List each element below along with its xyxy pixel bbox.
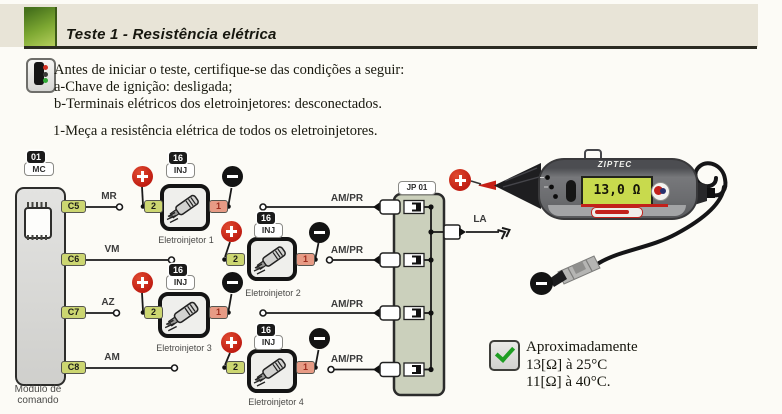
- injector3-tag-number: 16: [169, 264, 187, 276]
- injector4-tag-code: INJ: [254, 335, 283, 350]
- result-heading: Aproximadamente: [526, 339, 638, 355]
- injector4-pin2: 2: [226, 361, 245, 374]
- module-pin-c6: C6: [61, 253, 86, 266]
- injector1-box: [160, 184, 210, 231]
- minus-icon: [222, 272, 243, 293]
- injector-icon: [251, 241, 293, 277]
- notice-item-b: b-Terminais elétricos dos eletroinjetores: desconectados.: [54, 96, 382, 112]
- injector2-tag-number: 16: [257, 212, 275, 224]
- injector3-pin1: 1: [209, 306, 228, 319]
- injector4-tag-number: 16: [257, 324, 275, 336]
- injector1-tag-code: INJ: [166, 163, 195, 178]
- meter-mode-switch: [566, 180, 576, 202]
- injector3-pin2: 2: [144, 306, 163, 319]
- harness-label-1: AM/PR: [330, 193, 364, 204]
- wire-label-mr: MR: [101, 191, 117, 202]
- output-wire-label: LA: [473, 214, 487, 225]
- wire-label-vm: VM: [104, 244, 120, 255]
- injector4-box: [247, 349, 297, 393]
- wire-label-am: AM: [104, 352, 120, 363]
- minus-icon: [309, 328, 330, 349]
- injector-icon: [164, 188, 206, 227]
- meter-display: 13,0 Ω: [581, 176, 653, 207]
- injector4-label: Eletroinjetor 4: [248, 397, 304, 407]
- notice-step1: 1-Meça a resistência elétrica de todos os eletroinjetores.: [53, 123, 378, 139]
- notice-intro: Antes de iniciar o teste, certifique-se das condições a seguir:: [54, 62, 405, 78]
- module-tag-number: 01: [27, 151, 45, 163]
- module-pin-c7: C7: [61, 306, 86, 319]
- module-label: Módulo de comando: [14, 384, 62, 406]
- harness-label-4: AM/PR: [330, 354, 364, 365]
- injector2-tag-code: INJ: [254, 223, 283, 238]
- injector1-pin2: 2: [144, 200, 163, 213]
- injector2-pin2: 2: [226, 253, 245, 266]
- plus-icon: [132, 272, 153, 293]
- injector-icon: [251, 353, 293, 389]
- injector2-label: Eletroinjetor 2: [245, 288, 301, 298]
- injector1-pin1: 1: [209, 200, 228, 213]
- meter-brand: ZIPTEC: [597, 160, 633, 169]
- harness-label-2: AM/PR: [330, 245, 364, 256]
- injector2-box: [247, 237, 297, 281]
- module-pin-c5: C5: [61, 200, 86, 213]
- plus-icon: [221, 332, 242, 353]
- connector-tag: JP 01: [398, 181, 436, 195]
- meter-logo-badge: [651, 182, 670, 201]
- injector3-tag-code: INJ: [166, 275, 195, 290]
- page-title: Teste 1 - Resistência elétrica: [66, 26, 277, 43]
- result-value-40c: 11[Ω] à 40°C.: [526, 374, 611, 390]
- injector1-label: Eletroinjetor 1: [158, 235, 214, 245]
- plus-icon: [221, 221, 242, 242]
- injector1-tag-number: 16: [169, 152, 187, 164]
- harness-label-3: AM/PR: [330, 299, 364, 310]
- injector3-label: Eletroinjetor 3: [156, 343, 212, 353]
- module-pin-c8: C8: [61, 361, 86, 374]
- plus-probe-icon: [449, 169, 471, 191]
- minus-probe-icon: [530, 272, 553, 295]
- injector4-pin1: 1: [296, 361, 315, 374]
- meter-brand-pill: [591, 207, 643, 218]
- plus-icon: [132, 166, 153, 187]
- notice-item-a: a-Chave de ignição: desligada;: [54, 79, 233, 95]
- wire-label-az: AZ: [101, 297, 115, 308]
- injector3-box: [158, 292, 210, 338]
- minus-icon: [309, 222, 330, 243]
- module-tag-code: MC: [24, 162, 54, 176]
- injector2-pin1: 1: [296, 253, 315, 266]
- minus-icon: [222, 166, 243, 187]
- result-value-25c: 13[Ω] à 25°C: [526, 357, 608, 373]
- injector-icon: [162, 296, 206, 334]
